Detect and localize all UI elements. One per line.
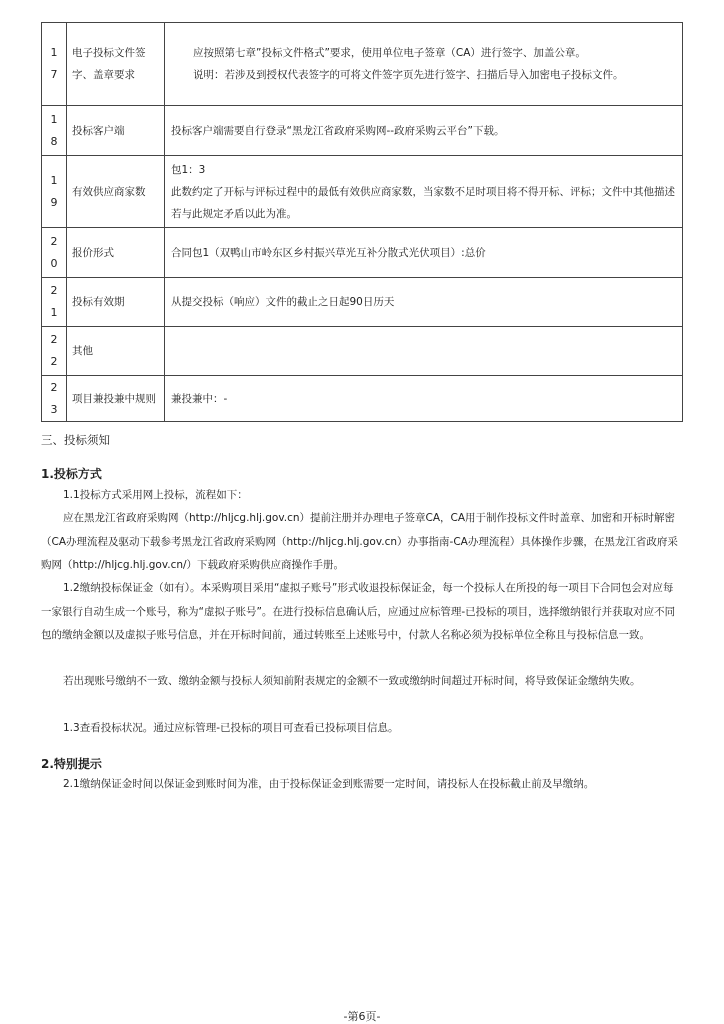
row-number: 2 0 bbox=[42, 228, 67, 278]
row-content bbox=[165, 156, 683, 228]
row-label: 报价形式 bbox=[67, 228, 165, 278]
row-number: 2 1 bbox=[42, 278, 67, 327]
requirements-table bbox=[41, 22, 683, 422]
row-number: 1 8 bbox=[42, 106, 67, 156]
row-number: 1 9 bbox=[42, 156, 67, 228]
table-row bbox=[42, 156, 683, 228]
table-row bbox=[42, 376, 683, 422]
heading-bidding-method: 1.投标方式 bbox=[41, 467, 102, 481]
page-number: -第6页- bbox=[343, 1010, 381, 1023]
heading-special-notice: 2.特别提示 bbox=[41, 757, 102, 771]
table-row bbox=[42, 327, 683, 376]
row-label: 项目兼投兼中规则 bbox=[67, 376, 165, 422]
row-label: 电子投标文件签字、盖章要求 bbox=[67, 23, 165, 106]
table-row bbox=[42, 228, 683, 278]
row-number: 2 3 bbox=[42, 376, 67, 422]
paragraph: 1.1投标方式采用网上投标，流程如下： bbox=[63, 489, 248, 501]
content-line: 说明：若涉及到授权代表签字的可将文件签字页先进行签字、扫描后导入加密电子投标文件。 bbox=[193, 69, 624, 81]
table-row bbox=[42, 106, 683, 156]
row-label: 投标有效期 bbox=[67, 278, 165, 327]
content-line: 此数约定了开标与评标过程中的最低有效供应商家数，当家数不足时项目将不得开标、评标；文件中其他描述若与此规定矛盾以此为准。 bbox=[171, 185, 675, 220]
row-number: 2 2 bbox=[42, 327, 67, 376]
row-content: 投标客户端需要自行登录“黑龙江省政府采购网--政府采购云平台”下载。 bbox=[165, 106, 683, 156]
row-content bbox=[165, 327, 683, 376]
row-content: 从提交投标（响应）文件的截止之日起90日历天 bbox=[165, 278, 683, 327]
row-content: 合同包1（双鸭山市岭东区乡村振兴草光互补分散式光伏项目）:总价 bbox=[165, 228, 683, 278]
row-label: 投标客户端 bbox=[67, 106, 165, 156]
paragraph: 2.1缴纳保证金时间以保证金到账时间为准，由于投标保证金到账需要一定时间，请投标人在投标截止前及早缴纳。 bbox=[63, 778, 595, 790]
row-content: 兼投兼中：- bbox=[165, 376, 683, 422]
row-number: 1 7 bbox=[42, 23, 67, 106]
paragraph: 若出现账号缴纳不一致、缴纳金额与投标人须知前附表规定的金额不一致或缴纳时间超过开标时间，将导致保证金缴纳失败。 bbox=[63, 675, 641, 687]
paragraph: 1.3查看投标状况。通过应标管理-已投标的项目可查看已投标项目信息。 bbox=[63, 722, 399, 734]
row-label: 有效供应商家数 bbox=[67, 156, 165, 228]
table-row bbox=[42, 278, 683, 327]
table-row bbox=[42, 23, 683, 106]
content-line: 应按照第七章”投标文件格式”要求，使用单位电子签章（CA）进行签字、加盖公章。 bbox=[193, 47, 586, 59]
paragraph: 1.2缴纳投标保证金（如有）。本采购项目采用“虚拟子账号”形式收退投标保证金，每一个投标人在所投的每一项目下合同包会对应每一家银行自动生成一个账号，称为“虚拟子账号”。在进行投标信息确认后，应通过应标管理-已投标的项目，选择缴纳银行并获取对应不同包的缴纳金额以及虚拟子账号信息，并在开标时间前，通过转账至上述账号中，付款人名称必须为投标单位全称且与投标信息一致。 bbox=[41, 582, 676, 641]
content-line: 包1：3 bbox=[171, 163, 206, 176]
row-content bbox=[165, 23, 683, 106]
row-label: 其他 bbox=[67, 327, 165, 376]
section-title: 三、投标须知 bbox=[41, 433, 110, 447]
paragraph: 应在黑龙江省政府采购网（http://hljcg.hlj.gov.cn）提前注册并办理电子签章CA，CA用于制作投标文件时盖章、加密和开标时解密（CA办理流程及驱动下载参考黑龙江省政府采购网（http://hljcg.hlj.gov.cn）办事指南-CA办理流程）具体操作步骤，在黑龙江省政府采购网（http://hljcg.hlj.gov.cn/）下载政府采购供应商操作手册。 bbox=[41, 512, 678, 571]
